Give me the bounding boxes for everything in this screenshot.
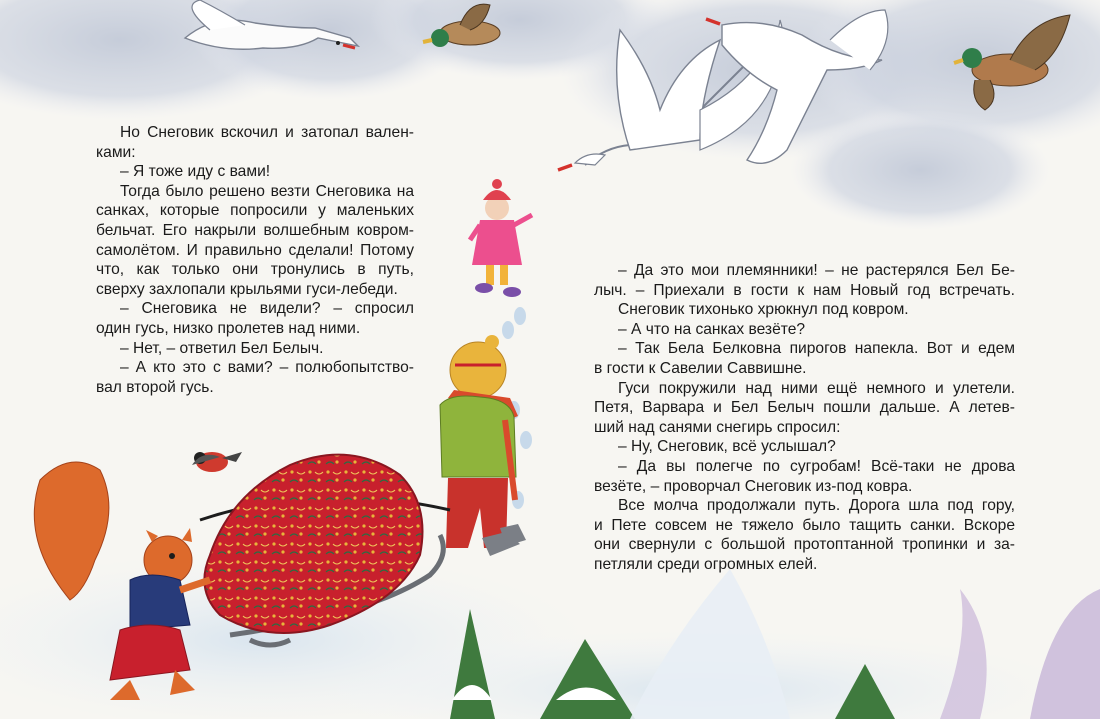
text-line: петляли среди огромных елей.	[594, 555, 818, 573]
text-line: – Да вы полегче по сугробам! Всё-таки не дрова	[618, 457, 1015, 475]
text-line: ками:	[96, 143, 136, 161]
text-line: и Пете совсем не тяжело было тащить санки. Вскоре	[594, 516, 1015, 534]
text-line: один гусь, низко пролетев над ними.	[96, 319, 361, 337]
text-line: Тогда было решено везти Снеговика на	[120, 182, 414, 200]
text-line: – Снеговика не видели? – спросил	[120, 300, 414, 318]
right-text-column	[594, 261, 1015, 575]
text-line: вал второй гусь.	[96, 378, 214, 396]
text-line: Гуси покружили над ними ещё немного и улетели.	[618, 379, 1015, 397]
text-line: что, как только они тронулись в путь,	[96, 261, 414, 279]
girl-in-pink-icon	[470, 179, 532, 297]
text-line: Снеговик тихонько хрюкнул под ковром.	[618, 301, 909, 319]
text-line: Петя, Варвара и Бел Белыч пошли дальше. А летев-	[594, 399, 1015, 417]
text-line: бельчат. Его накрыли волшебным ковром-	[96, 221, 414, 239]
text-line: – Ну, Снеговик, всё услышал?	[618, 438, 836, 456]
text-line: в гости к Савелии Саввишне.	[594, 359, 807, 377]
text-line: Все молча продолжали путь. Дорога шла под гору,	[618, 497, 1015, 515]
text-line: Но Снеговик вскочил и затопал вален-	[120, 124, 414, 141]
text-line: лыч. – Приехали в гости к нам Новый год встречать.	[594, 281, 1015, 299]
text-line: – Да это мои племянники! – не растерялся Бел Бе-	[618, 262, 1015, 279]
text-line: они свернули с большой протоптанной тропинки и за-	[594, 536, 1015, 554]
text-line: сверху захлопали крыльями гуси-лебеди.	[96, 280, 398, 298]
text-line: санках, которые попросили у маленьких	[96, 202, 414, 220]
text-line: – А что на санках везёте?	[618, 320, 806, 338]
text-line: – Так Бела Белковна пирогов напекла. Вот и едем	[618, 340, 1015, 358]
left-text-column	[96, 123, 414, 397]
boy-in-green-coat-icon	[440, 335, 526, 556]
text-line: – Я тоже иду с вами!	[120, 163, 271, 181]
text-line: – А кто это с вами? – полюбопытство-	[120, 359, 414, 377]
bullfinch-icon	[192, 452, 242, 472]
text-line: – Нет, – ответил Бел Белыч.	[120, 339, 324, 357]
text-line: везёте, – проворчал Снеговик из-под ковра.	[594, 477, 913, 495]
text-line: самолётом. И правильно сделали! Потому	[96, 241, 414, 259]
text-line: ший над санями снегирь спросил:	[594, 418, 841, 436]
